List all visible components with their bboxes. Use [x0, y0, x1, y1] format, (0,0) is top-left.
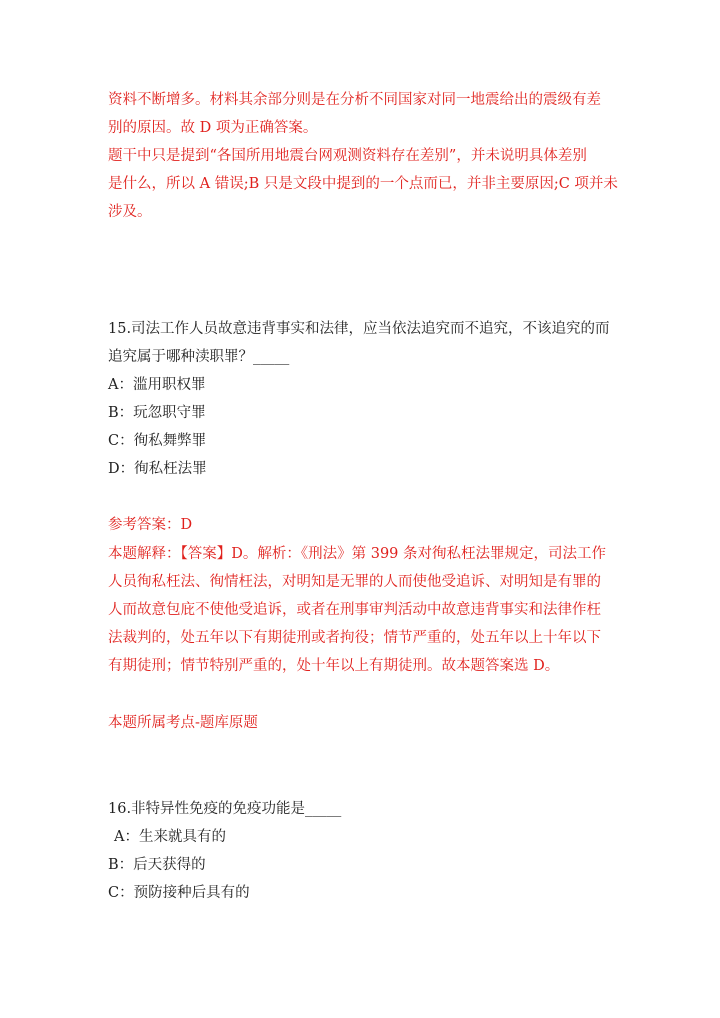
question-15-explanation-line: 人员徇私枉法、徇情枉法，对明知是无罪的人而使他受追诉、对明知是有罪的 [108, 574, 601, 590]
question-15-topic: 本题所属考点-题库原题 [108, 715, 258, 731]
prev-explanation-line: 涉及。 [108, 204, 152, 220]
question-15-option-c: C：徇私舞弊罪 [108, 433, 207, 449]
question-15-explanation-line: 法裁判的，处五年以下有期徒刑或者拘役；情节严重的，处五年以上十年以下 [108, 630, 601, 646]
question-15-explanation-line: 本题解释：【答案】D。解析：《刑法》第 399 条对徇私枉法罪规定，司法工作 [108, 546, 607, 562]
question-16-option-c: C：预防接种后具有的 [108, 885, 250, 901]
prev-explanation-line: 是什么，所以 A 错误;B 只是文段中提到的一个点而已，并非主要原因;C 项并未 [108, 176, 618, 192]
question-16-stem: 16.非特异性免疫的免疫功能是_____ [108, 801, 342, 817]
question-15-stem: 15.司法工作人员故意违背事实和法律，应当依法追究而不追究，不该追究的而 [108, 321, 610, 337]
question-16-option-a: A：生来就具有的 [114, 829, 226, 845]
prev-explanation-line: 资料不断增多。材料其余部分则是在分析不同国家对同一地震给出的震级有差 [108, 92, 601, 108]
question-15-explanation-line: 有期徒刑；情节特别严重的，处十年以上有期徒刑。故本题答案选 D。 [108, 658, 560, 674]
question-15-stem: 追究属于哪种渎职罪？_____ [108, 349, 290, 365]
question-15-option-d: D：徇私枉法罪 [108, 461, 207, 477]
question-16-option-b: B：后天获得的 [108, 857, 206, 873]
question-15-option-a: A：滥用职权罪 [108, 377, 206, 393]
question-15-answer: 参考答案：D [108, 517, 193, 533]
question-15-option-b: B：玩忽职守罪 [108, 405, 206, 421]
prev-explanation-line: 题干中只是提到“各国所用地震台网观测资料存在差别”，并未说明具体差别 [108, 148, 587, 164]
prev-explanation-line: 别的原因。故 D 项为正确答案。 [108, 120, 318, 136]
question-15-explanation-line: 人而故意包庇不使他受追诉，或者在刑事审判活动中故意违背事实和法律作枉 [108, 602, 601, 618]
